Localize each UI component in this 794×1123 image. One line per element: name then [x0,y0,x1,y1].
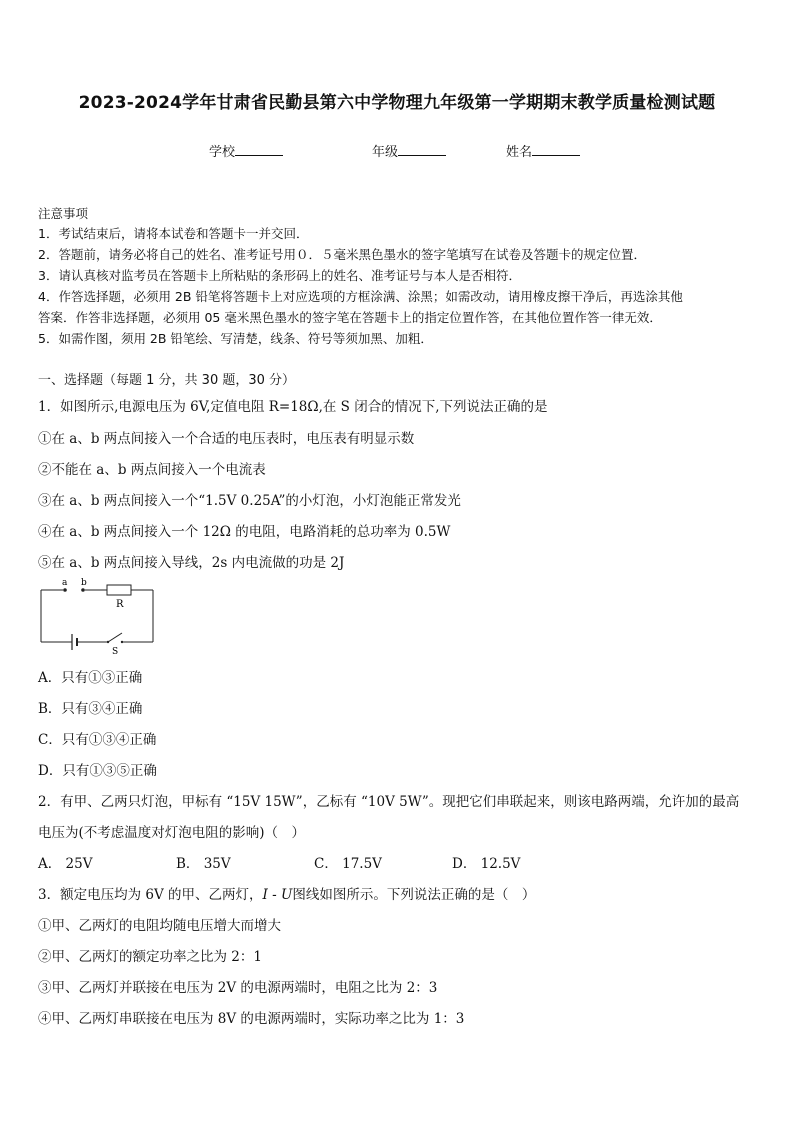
terminal-a-dot [63,588,67,592]
notice-item: 1．考试结束后，请将本试卷和答题卡一并交回． [38,226,309,241]
q3-stem-iu: I - U [262,887,293,903]
name-field [506,141,580,160]
q1-option: D．只有①③⑤正确 [38,763,157,779]
q3-statement: ①甲、乙两灯的电阻均随电压增大而增大 [38,918,281,934]
q1-statement: ⑤在 a、b 两点间接入导线，2s 内电流做的功是 2J [38,555,345,571]
name-blank [532,143,580,156]
q1-circuit-diagram [36,576,160,656]
switch-label: S [112,647,119,656]
grade-field [372,141,446,160]
q1-option: B．只有③④正确 [38,701,143,717]
grade-label: 年级 [372,145,399,160]
notice-item: 2．答题前，请务必将自己的姓名、准考证号用０．５毫米黑色墨水的签字笔填写在试卷及答题卡的规定位置． [38,247,646,262]
q3-stem [38,883,535,903]
terminal-a-label: a [62,578,68,588]
notice-heading: 注意事项 [38,206,89,221]
q2-option: B． 35V [176,856,231,872]
name-label: 姓名 [506,145,533,160]
q2-option: D． 12.5V [452,856,521,872]
q3-statement: ④甲、乙两灯串联接在电压为 8V 的电源两端时，实际功率之比为 1：3 [38,1011,465,1027]
q1-option: C．只有①③④正确 [38,732,157,748]
q1-option: A．只有①③正确 [38,670,143,686]
q3-stem-pre: 3．额定电压均为 6V 的甲、乙两灯， [38,887,263,903]
q1-statement: ①在 a、b 两点间接入一个合适的电压表时，电压表有明显示数 [38,431,415,447]
q1-statement: ④在 a、b 两点间接入一个 12Ω 的电阻，电路消耗的总功率为 0.5W [38,524,451,540]
school-label: 学校 [209,145,236,160]
school-field [209,141,283,160]
q3-statement: ③甲、乙两灯并联接在电压为 2V 的电源两端时，电阻之比为 2：3 [38,980,438,996]
q2-option: A． 25V [38,856,93,872]
notice-item: 答案．作答非选择题，必须用 05 毫米黑色墨水的签字笔在答题卡上的指定位置作答，在其他位置作答一律无效． [38,310,662,325]
q1-statement: ②不能在 a、b 两点间接入一个电流表 [38,462,266,478]
section-heading: 一、选择题（每题 1 分，共 30 题，30 分） [38,373,296,388]
terminal-b-dot [81,588,85,592]
grade-blank [398,143,446,156]
terminal-b-label: b [81,578,87,588]
notice-item: 5．如需作图，须用 2B 铅笔绘、写清楚，线条、符号等须加黑、加粗． [38,331,433,346]
page-title: 2023-2024学年甘肃省民勤县第六中学物理九年级第一学期期末教学质量检测试题 [78,93,716,113]
q3-statement: ②甲、乙两灯的额定功率之比为 2：1 [38,949,262,965]
notice-item: 3．请认真核对监考员在答题卡上所粘贴的条形码上的姓名、准考证号与本人是否相符． [38,268,521,283]
q3-stem-post: 图线如图所示。下列说法正确的是（ ） [292,887,536,903]
q1-stem: 1．如图所示,电源电压为 6V,定值电阻 R=18Ω,在 S 闭合的情况下,下列说法正确的是 [38,399,548,415]
resistor-label: R [116,599,124,610]
q2-option: C． 17.5V [314,856,382,872]
q1-statement: ③在 a、b 两点间接入一个“1.5V 0.25A”的小灯泡，小灯泡能正常发光 [38,493,461,509]
school-blank [235,143,283,156]
q2-stem: 2．有甲、乙两只灯泡，甲标有 “15V 15W”，乙标有 “10V 5W”。现把它们串联起来，则该电路两端，允许加的最高 [38,794,740,810]
notice-item: 4．作答选择题，必须用 2B 铅笔将答题卡上对应选项的方框涂满、涂黑；如需改动，请用橡皮擦干净后，再选涂其他 [38,289,683,304]
q2-stem-cont: 电压为(不考虑温度对灯泡电阻的影响)（ ） [38,825,306,841]
